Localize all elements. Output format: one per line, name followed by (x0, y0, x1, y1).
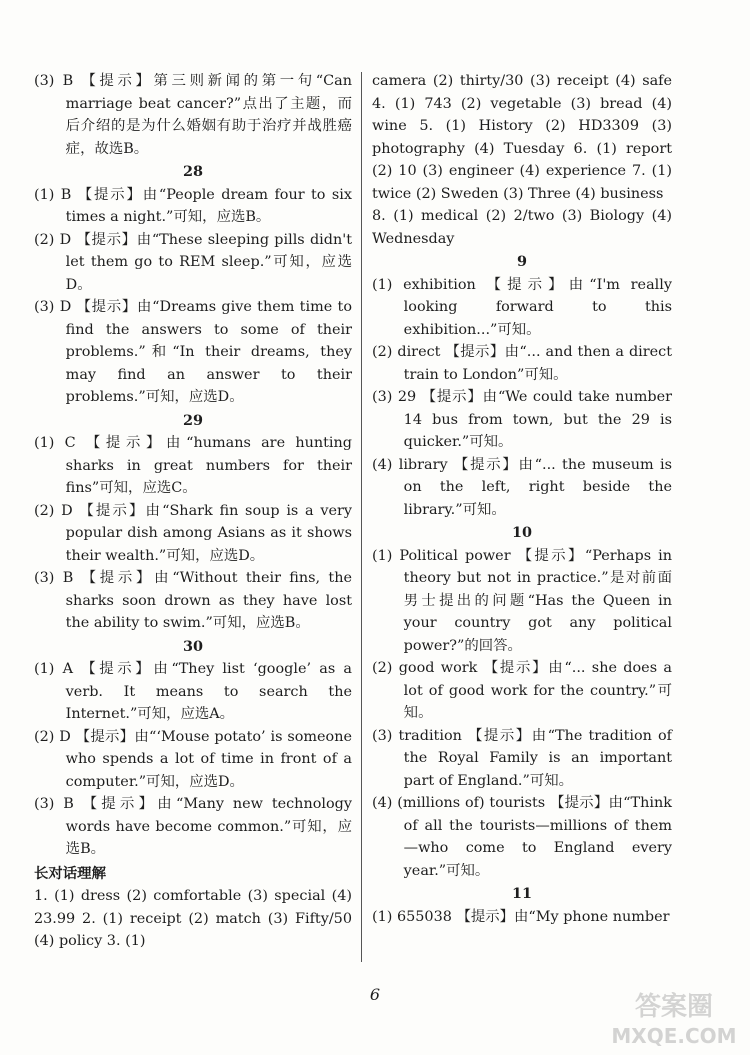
answer-item: (2) direct 【提示】由“... and then a direct train to London”可知。 (372, 344, 672, 383)
section-number: 30 (182, 637, 204, 655)
answer-item: (2) D 【提示】由“Shark fin soup is a very popular dish among Asians as it shows their wealth.”可知，应选D。 (34, 502, 352, 564)
left-column (34, 70, 352, 953)
answer-item: (2) D 【提示】由“These sleeping pills didn't let them go to REM sleep.”可知，应选D。 (34, 231, 352, 293)
answer-item: (4) (millions of) tourists 【提示】由“Think of all the tourists—millions of them—who come to England every year.”可知。 (372, 795, 672, 879)
answer-item: (3) D 【提示】由“Dreams give them time to find the answers to some of their problems.”和“In their dreams, they may find an answer to their problems.”可知，应选D。 (34, 299, 352, 405)
answer-item: (3) B 【提示】第三则新闻的第一句“Can marriage beat cancer?”点出了主题，而后介绍的是为什么婚姻有助于治疗并战胜癌症，故选B。 (34, 73, 352, 157)
svg-text:MXQE.COM: MXQE.COM (611, 1024, 737, 1048)
section-number: 28 (182, 163, 204, 180)
answer-item: (2) D 【提示】由“‘Mouse potato’ is someone who spends a lot of time in front of a computer.”可知，应选D。 (34, 728, 352, 790)
section-number: 11 (511, 885, 533, 902)
watermark-logo (608, 985, 740, 1049)
answer-item: (1) exhibition 【提示】由“I'm really looking forward to this exhibition...”可知。 (372, 276, 672, 338)
answer-item: (3) B 【提示】由“Many new technology words have become common.”可知，应选B。 (34, 796, 352, 857)
answer-item: (1) C 【提示】由“humans are hunting sharks in great numbers for their fins”可知，应选C。 (34, 435, 352, 496)
page-number: 6 (369, 985, 381, 1004)
answer-item: (3) tradition 【提示】由“The tradition of the Royal Family is an important part of England.”可知。 (372, 727, 672, 789)
section-number: 10 (511, 524, 533, 541)
answer-item: (1) 655038 【提示】由“My phone number (372, 908, 670, 925)
column-divider (361, 72, 362, 962)
svg-text:答案圈: 答案圈 (634, 992, 714, 1022)
section-number: 9 (516, 253, 527, 270)
answer-item: (1) A 【提示】由“They list ‘google’ as a verb. It means to search the Internet.”可知，应选A。 (34, 661, 352, 722)
section-heading: 长对话理解 (34, 864, 106, 882)
answer-item: (1) Political power 【提示】“Perhaps in theory but not in practice.”是对前面男士提出的问题“Has the Queen in your country got any political power?”的回答。 (372, 547, 672, 654)
answer-paragraph: camera (2) thirty/30 (3) receipt (4) safe 4. (1) 743 (2) vegetable (3) bread (4) wine 5. (1) History (2) HD3309 (3) photography (4) Tuesday 6. (1) report (2) 10 (3) engineer (4) experience 7. (1) twice (2) Sweden (3) Three (4) business (372, 73, 672, 202)
right-column (372, 70, 672, 928)
answer-paragraph: 1. (1) dress (2) comfortable (3) special (4) 23.99 2. (1) receipt (2) match (3) Fifty/50 (4) policy 3. (1) (34, 888, 352, 949)
answer-item: (2) good work 【提示】由“... she does a lot of good work for the country.”可知。 (372, 660, 672, 721)
answer-item: (4) library 【提示】由“... the museum is on the left, right beside the library.”可知。 (372, 456, 672, 518)
answer-paragraph: 8. (1) medical (2) 2/two (3) Biology (4) Wednesday (372, 208, 672, 247)
answer-item: (3) 29 【提示】由“We could take number 14 bus from town, but the 29 is quicker.”可知。 (372, 389, 672, 450)
section-number: 29 (182, 411, 204, 429)
answer-item: (3) B 【提示】由“Without their fins, the sharks soon drown as they have lost the ability to swim.”可知，应选B。 (34, 570, 352, 631)
answer-item: (1) B 【提示】由“People dream four to six times a night.”可知，应选B。 (34, 186, 352, 225)
